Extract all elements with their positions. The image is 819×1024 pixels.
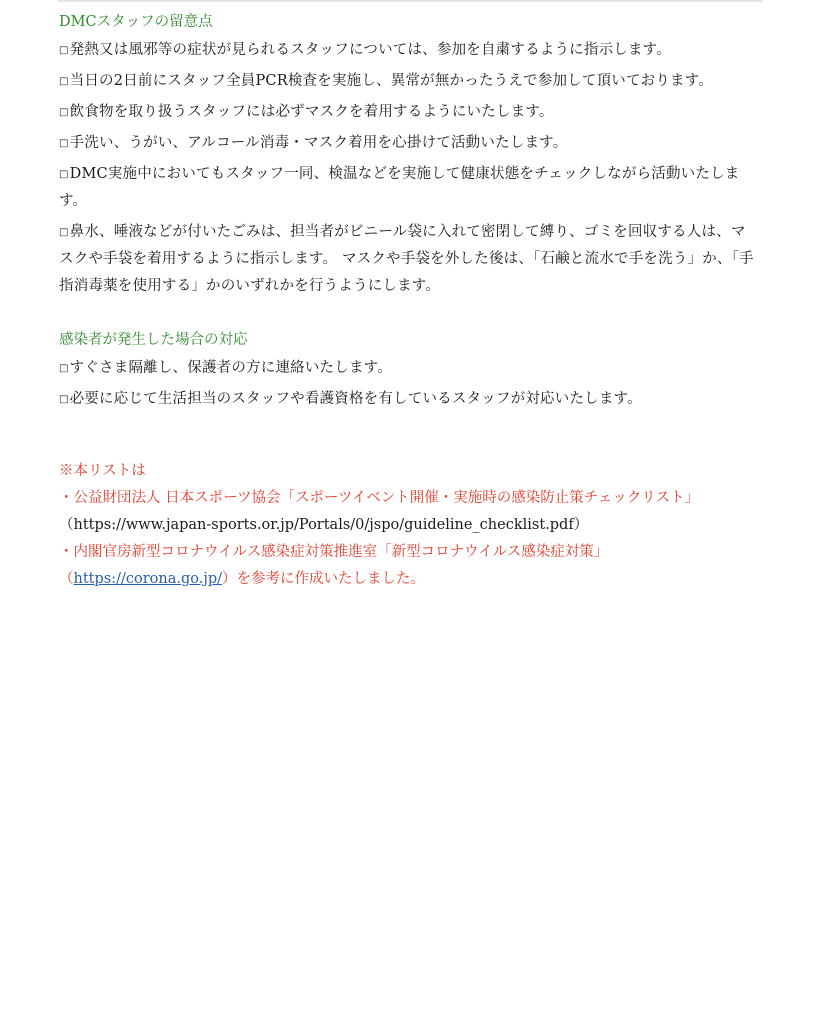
reference-2-title: ・内閣官房新型コロナウイルス感染症対策推進室「新型コロナウイルス感染症対策」 （ (59, 544, 609, 587)
staff-item-text: 手洗い、うがい、アルコール消毒・マスク着用を心掛けて活動いたします。 (69, 135, 568, 151)
checkbox-icon: □ (59, 76, 69, 87)
infection-item-text: 必要に応じて生活担当のスタッフや看護資格を有しているスタッフが対応いたします。 (69, 391, 642, 407)
reference-1-url: （https://www.japan-sports.or.jp/Portals/0/jspo/guideline_checklist.pdf） (59, 517, 589, 533)
reference-2 (59, 539, 759, 593)
staff-item-4 (59, 130, 759, 157)
checkbox-icon: □ (59, 138, 69, 149)
checkbox-icon: □ (59, 363, 69, 374)
notes-spacer (59, 417, 759, 459)
staff-item-3 (59, 99, 759, 126)
notes-heading: ※本リストは (59, 463, 146, 479)
staff-item-text: 鼻水、唾液などが付いたごみは、担当者がビニール袋に入れて密閉して縛り、ゴミを回収する人は、マスクや手袋を着用するように指示します。 マスクや手袋を外した後は、「石鹸と流水で手を洗う」か、「手指消毒薬を使用する」かのいずれかを行うようにします。 (59, 224, 754, 294)
staff-item-1 (59, 37, 759, 64)
staff-item-5 (59, 161, 759, 215)
infection-item-2 (59, 386, 759, 413)
staff-item-6 (59, 219, 759, 300)
reference-1 (59, 485, 759, 539)
corona-link[interactable]: https://corona.go.jp/ (73, 571, 223, 587)
infection-item-1 (59, 355, 759, 382)
reference-1-title: ・公益財団法人 日本スポーツ協会「スポーツイベント開催・実施時の感染防止策チェックリスト」 (59, 490, 699, 506)
staff-item-text: 飲食物を取り扱うスタッフには必ずマスクを着用するようにいたします。 (69, 104, 554, 120)
top-divider (58, 0, 763, 2)
reference-2-tail: ）を参考に作成いたしました。 (222, 571, 426, 587)
staff-item-text: 当日の2日前にスタッフ全員PCR検査を実施し、異常が無かったうえで参加して頂いております。 (69, 73, 713, 89)
checkbox-icon: □ (59, 45, 69, 56)
staff-item-text: 発熱又は風邪等の症状が見られるスタッフについては、参加を自粛するように指示します。 (69, 42, 671, 58)
infection-item-text: すぐさま隔離し、保護者の方に連絡いたします。 (69, 360, 392, 376)
checkbox-icon: □ (59, 227, 69, 238)
document-body (59, 10, 759, 593)
section-spacer (59, 304, 759, 328)
infection-section-heading: 感染者が発生した場合の対応 (59, 332, 248, 348)
staff-section-heading: DMCスタッフの留意点 (59, 14, 213, 30)
checkbox-icon: □ (59, 394, 69, 405)
staff-item-2 (59, 68, 759, 95)
checkbox-icon: □ (59, 107, 69, 118)
staff-item-text: DMC実施中においてもスタッフ一同、検温などを実施して健康状態をチェックしながら活動いたします。 (59, 166, 740, 209)
checkbox-icon: □ (59, 169, 69, 180)
